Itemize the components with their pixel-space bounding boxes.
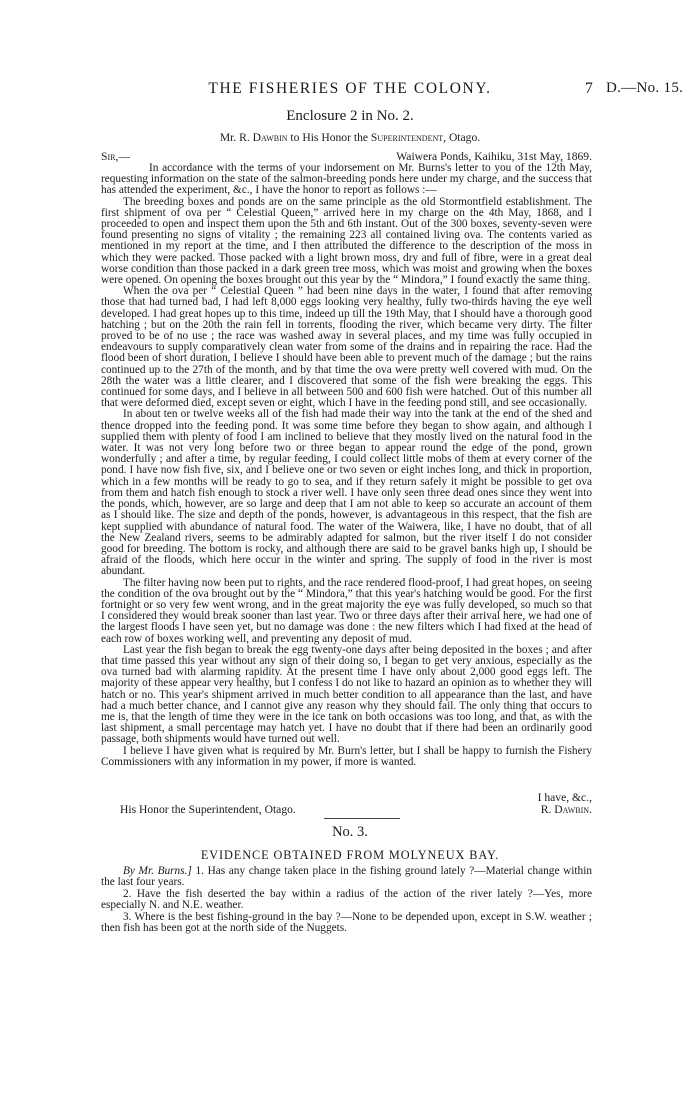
letter-closing: I have, &c., [537, 791, 592, 804]
letter-paragraph: Last year the fish began to break the egg twenty-one days after being deposited in the boxes ; and after that time passed this year without any sign of their doing so, I began to get very anxious, especially as the ova turned bad with alarming rapidity. At the present time I have only about 2,000 good eggs left. The majority of these appear very healthy, but I confess I do not like to hazard an opinion as to whether they will hatch or no. This year's shipment arrived in much better condition to all appearance than the last, and have had a much better chance, and I cannot give any reason why they should fail. The only thing that occurs to me is, that the length of time they were in the ice tank on both occasions was too long, and that, as with the last shipment, a small percentage may hatch yet. I have no doubt that if there had been an ordinarily good passage, both shipments would have turned out well. [101, 643, 592, 746]
section-title: EVIDENCE OBTAINED FROM MOLYNEUX BAY. [200, 848, 500, 862]
question-text: 1. Has any change taken place in the fishing ground lately ?—Material change within the last four years. [101, 865, 592, 889]
questioner-label: By Mr. Burns.] [123, 865, 192, 877]
subtitle-suffix: , Otago. [443, 131, 481, 144]
letter-paragraph: In accordance with the terms of your indorsement on Mr. Burns's letter to you of the 12th May, requesting information on the state of the salmon-breeding ponds here under my charge, and the success that has attended the experiment, &c., I have the honor to report as follows :— [101, 162, 592, 197]
section-number: No. 3. [332, 824, 368, 840]
letter-paragraph: The breeding boxes and ponds are on the same principle as the old Stormontfield establishment. The first shipment of ova per “ Celestial Queen,” arrived here in my charge on the 4th May, 1868, and I proceeded to open and inspect them upon the 5th and 6th instant. Out of the 300 boxes, seventy-seven were found presenting no signs of vitality ; the remaining 223 all contained living ova. The contents varied as mentioned in my report at the time, and I then attributed the difference to the description of the moss in which they were packed. Those packed with a light brown moss, dry and full of fibre, were in a great deal worse condition than those packed in a dark green tree moss, which was moist and growing when the boxes were opened. On opening the boxes brought out this year by the “ Mindora,” I found exactly the same thing. [101, 195, 592, 287]
document-reference: D.—No. 15. [606, 80, 684, 96]
letter-body [101, 163, 592, 768]
question-item [101, 866, 592, 889]
subtitle-office: Superintendent [370, 131, 444, 144]
subtitle-author-name: Dawbin [252, 131, 288, 144]
dateline: Waiwera Ponds, Kaihiku, 31st May, 1869. [396, 150, 592, 163]
running-header [0, 80, 700, 100]
letter-paragraph: When the ova per “ Celestial Queen ” had been nine days in the water, I found that after removing those that had turned bad, I had left 8,000 eggs looking very healthy, fully two-thirds having the eye well developed. I had great hopes up to this time, indeed up till the 19th May, that I should have a thorough good hatching ; but on the 20th the rain fell in torrents, flooding the river, which became very dirty. The filter proved to be of no use ; the race was washed away in several places, and my time was fully occupied in endeavours to supply comparatively clean water from some of the drains and in repairing the race. Had the flood been of short duration, I believe I should have been able to prevent much of the damage ; but the rains continued up to the 27th of the month, and by that time the ova were pretty well covered with mud. On the 28th the water was a little clearer, and I discovered that some of the fish were breaking the eggs. This continued for some days, and I believe in all between 500 and 600 fish were hatched. Out of this number all that were deformed died, except seven or eight, which I have in the feeding pond still, and see occasionally. [101, 285, 592, 410]
section-divider [324, 818, 400, 819]
letter-paragraph: I believe I have given what is required by Mr. Burn's letter, but I shall be happy to furnish the Fishery Commissioners with any information in my power, if more is wanted. [101, 744, 592, 768]
question-item: 3. Where is the best fishing-ground in the bay ?—None to be depended upon, except in S.W. weather ; then fish has been got at the north side of the Nuggets. [101, 910, 592, 935]
page-header-title: THE FISHERIES OF THE COLONY. [208, 80, 492, 97]
letter-signature [0, 803, 592, 816]
letter-subtitle [0, 131, 700, 144]
subtitle-middle: to His Honor the [287, 131, 371, 144]
letter-paragraph: The filter having now been put to rights, and the race rendered flood-proof, I had great hopes, on seeing the condition of the ova brought out by the “ Mindora,” that this year's hatching would be good. For the first fortnight or so very few went wrong, and in the great majority the eye was fully developed, so much so that I considered they would break sooner than last year. Two or three days after their arrival here, we had one of the largest floods I have seen yet, but no damage was done : the new filters which I had fixed at the head of each row of boxes working well, and preventing any deposit of mud. [101, 576, 592, 645]
letter-paragraph: In about ten or twelve weeks all of the fish had made their way into the tank at the end of the shed and thence dropped into the feeding pond. It was some time before they began to show again, and although I supplied them with plenty of food I am inclined to believe that they mostly lived on the natural food in the water. It was not very long before two or three began to appear round the edge of the pond, grown wonderfully ; and after a time, by regular feeding, I could collect little mobs of them at every corner of the pond. I have now fish five, six, and I believe one or two seven or eight inches long, and thick in proportion, which in a few months will be ready to go to sea, and if they return safely it might be possible to get ova from them and hatch fish enough to stock a river well. I have only seen three dead ones since they went into the ponds, which, however, are so large and deep that I am not able to keep so accurate an account of them as I should like. The size and depth of the ponds, however, is advantageous in this respect, that the fish are kept supplied with abundance of natural food. The water of the Waiwera, like, I have no doubt, that of all the New Zealand rivers, seems to be admirably adapted for salmon, but the river itself I do not consider good for breeding. The bottom is rocky, and although there are said to be gravel banks high up, I should be afraid of the floods, which here occur in the winter and spring. The supply of food in the river is most abundant. [101, 408, 592, 578]
evidence-questions [101, 866, 592, 934]
question-item: 2. Have the fish deserted the bay within a radius of the action of the river lately ?—Yes, more especially N. and N.E. weather. [101, 887, 592, 912]
enclosure-title: Enclosure 2 in No. 2. [286, 108, 414, 124]
salutation: Sir,— [101, 150, 130, 163]
letter-addressee: His Honor the Superintendent, Otago. [120, 803, 296, 816]
subtitle-prefix: Mr. R. [219, 131, 253, 144]
signature-name: Dawbin. [554, 803, 592, 816]
page-number: 7 [585, 80, 593, 97]
signature-initial: R. [540, 803, 555, 816]
